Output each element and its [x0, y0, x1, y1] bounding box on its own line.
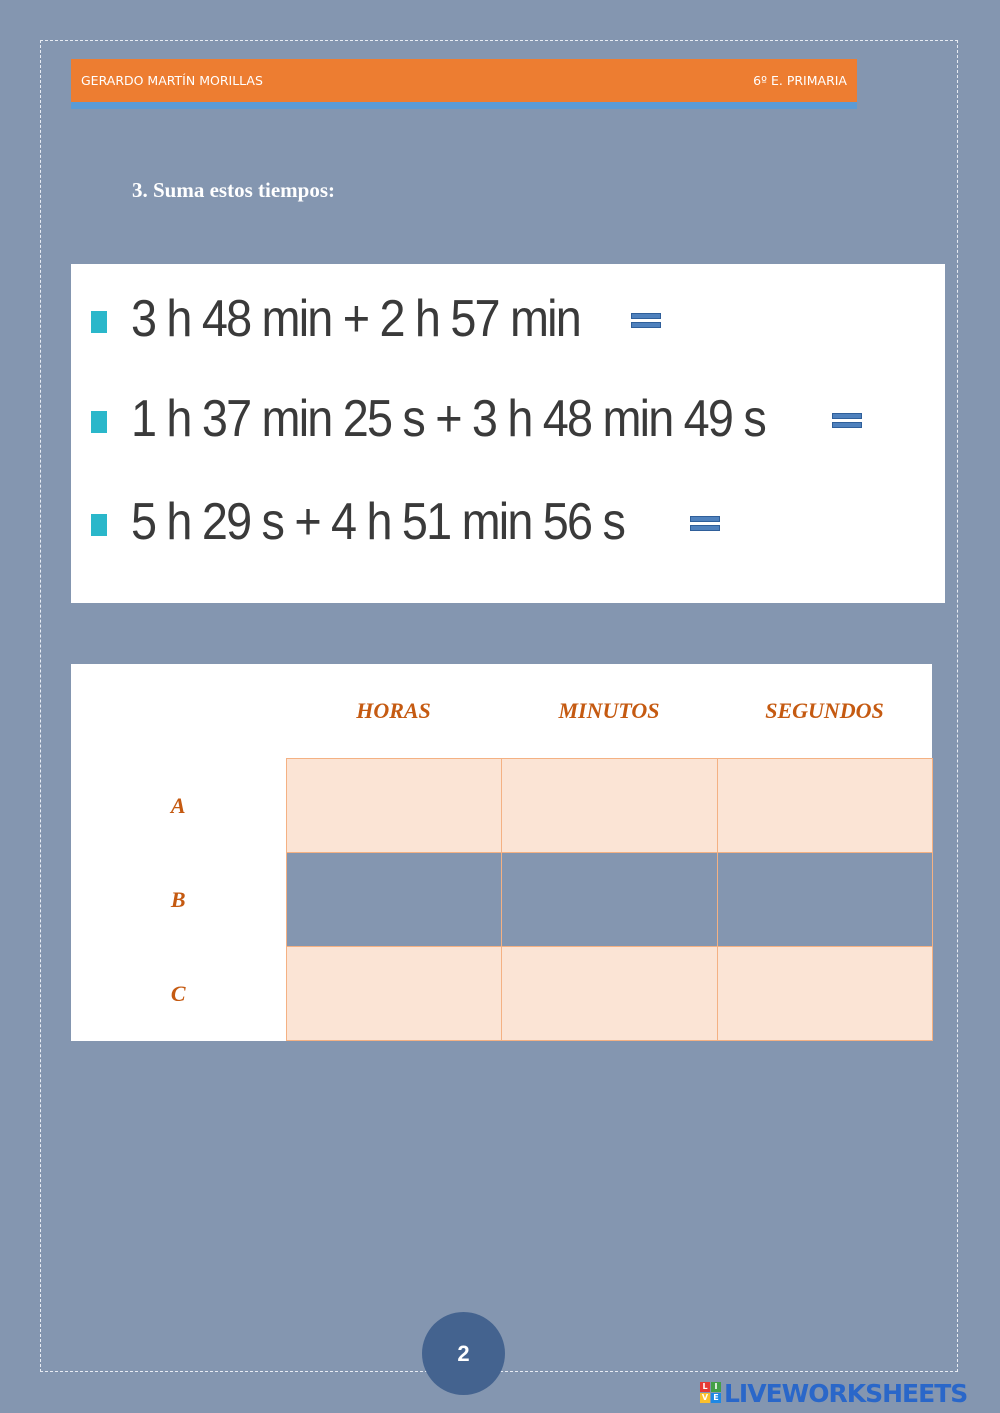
table-header-row — [71, 664, 932, 759]
problems-card — [71, 264, 945, 603]
answer-cell-segundos[interactable] — [717, 947, 932, 1041]
answer-table — [71, 664, 933, 1041]
exercise-title: 3. Suma estos tiempos: — [132, 178, 335, 202]
equals-icon — [832, 413, 862, 431]
problem-item — [71, 287, 945, 357]
grade-label: 6º E. PRIMARIA — [753, 73, 847, 88]
problem-item — [71, 490, 945, 560]
liveworksheets-logo[interactable] — [700, 1379, 996, 1409]
row-label: A — [71, 759, 286, 853]
header-minutos: MINUTOS — [501, 664, 717, 759]
header-segundos: SEGUNDOS — [717, 664, 932, 759]
row-label: B — [71, 853, 286, 947]
answer-cell-segundos[interactable] — [717, 759, 932, 853]
problem-item — [71, 387, 945, 457]
header-empty — [71, 664, 286, 759]
row-label: C — [71, 947, 286, 1041]
answer-cell-segundos[interactable] — [717, 853, 932, 947]
equals-icon — [631, 313, 661, 331]
problem-expression: 3 h 48 min + 2 h 57 min — [131, 290, 581, 348]
answer-cell-minutos[interactable] — [501, 947, 717, 1041]
table-row — [71, 853, 932, 947]
problem-expression: 1 h 37 min 25 s + 3 h 48 min 49 s — [131, 390, 765, 448]
square-bullet-icon — [91, 514, 107, 536]
author-name: GERARDO MARTÍN MORILLAS — [81, 73, 263, 88]
square-bullet-icon — [91, 411, 107, 433]
header-horas: HORAS — [286, 664, 501, 759]
answer-cell-horas[interactable] — [286, 947, 501, 1041]
answer-cell-minutos[interactable] — [501, 759, 717, 853]
table-row — [71, 947, 932, 1041]
header-bar — [71, 59, 857, 102]
liveworksheets-logo-icon: L I V E — [700, 1382, 722, 1404]
page-number-badge: 2 — [422, 1312, 505, 1395]
table-row — [71, 759, 932, 853]
equals-icon — [690, 516, 720, 534]
answer-cell-minutos[interactable] — [501, 853, 717, 947]
problem-expression: 5 h 29 s + 4 h 51 min 56 s — [131, 493, 625, 551]
answer-cell-horas[interactable] — [286, 853, 501, 947]
liveworksheets-logo-text: LIVEWORKSHEETS — [724, 1379, 968, 1408]
square-bullet-icon — [91, 311, 107, 333]
answer-cell-horas[interactable] — [286, 759, 501, 853]
header-underline — [71, 102, 857, 109]
